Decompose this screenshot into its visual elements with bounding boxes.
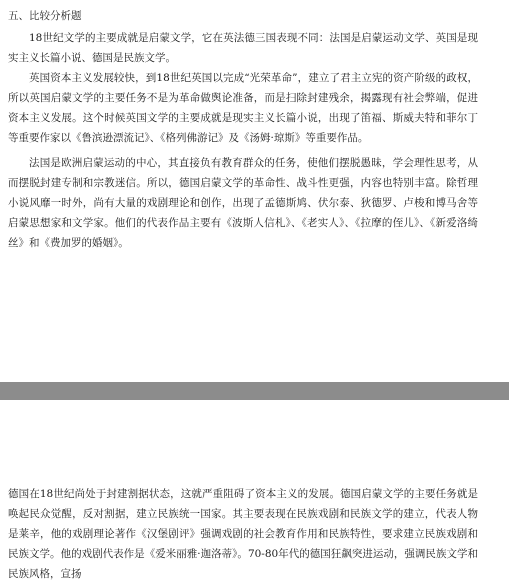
- paragraph-intro: 18世纪文学的主要成就是启蒙文学，它在英法德三国表现不同：法国是启蒙运动文学、英国是现实主义长篇小说、德国是民族文学。: [8, 32, 478, 64]
- paragraph-france: 法国是欧洲启蒙运动的中心，其直接负有教育群众的任务，使他们摆脱愚昧，学会理性思考，从而摆脱封建专制和宗教迷信。所以，德国启蒙文学的革命性、战斗性更强，内容也特别丰富。除哲理小说风靡一时外，尚有大量的戏剧理论和创作，出现了孟德斯鸠、伏尔泰、狄德罗、卢梭和博马舍等启蒙思想家和文学家。他们的代表作品主要有《波斯人信札》、《老实人》、《拉摩的侄儿》、《新爱洛绮丝》和《费加罗的婚姻》。: [8, 157, 478, 249]
- paragraph-england: 英国资本主义发展较快，到18世纪英国以完成“光荣革命”，建立了君主立宪的资产阶级的政权，所以英国启蒙文学的主要任务不是为革命做舆论准备，而是扫除封建残余，揭露现有社会弊端，促进资本主义发展。这个时候英国文学的主要成就是现实主义长篇小说，出现了笛福、斯威夫特和菲尔丁等重要作家以《鲁滨逊漂流记》、《格列佛游记》及《汤姆·琼斯》等重要作品。: [8, 72, 478, 144]
- document-page-bottom: [0, 400, 509, 580]
- page-separator: [0, 382, 509, 400]
- paragraph-germany: 德国在18世纪尚处于封建割据状态，这就严重阻碍了资本主义的发展。德国启蒙文学的主要任务就是唤起民众觉醒，反对割据，建立民族统一国家。其主要表现在民族戏剧和民族文学的建立，代表人物是莱辛，他的戏剧理论著作《汉堡剧评》强调戏剧的社会教育作用和民族特性，要求建立民族戏剧和民族文学。他的戏剧代表作是《爱米丽雅·迦洛蒂》。70-80年代的德国狂飙突进运动，强调民族文学和民族风格，宣扬: [8, 488, 478, 580]
- section-heading: 五、比较分析题: [8, 10, 82, 22]
